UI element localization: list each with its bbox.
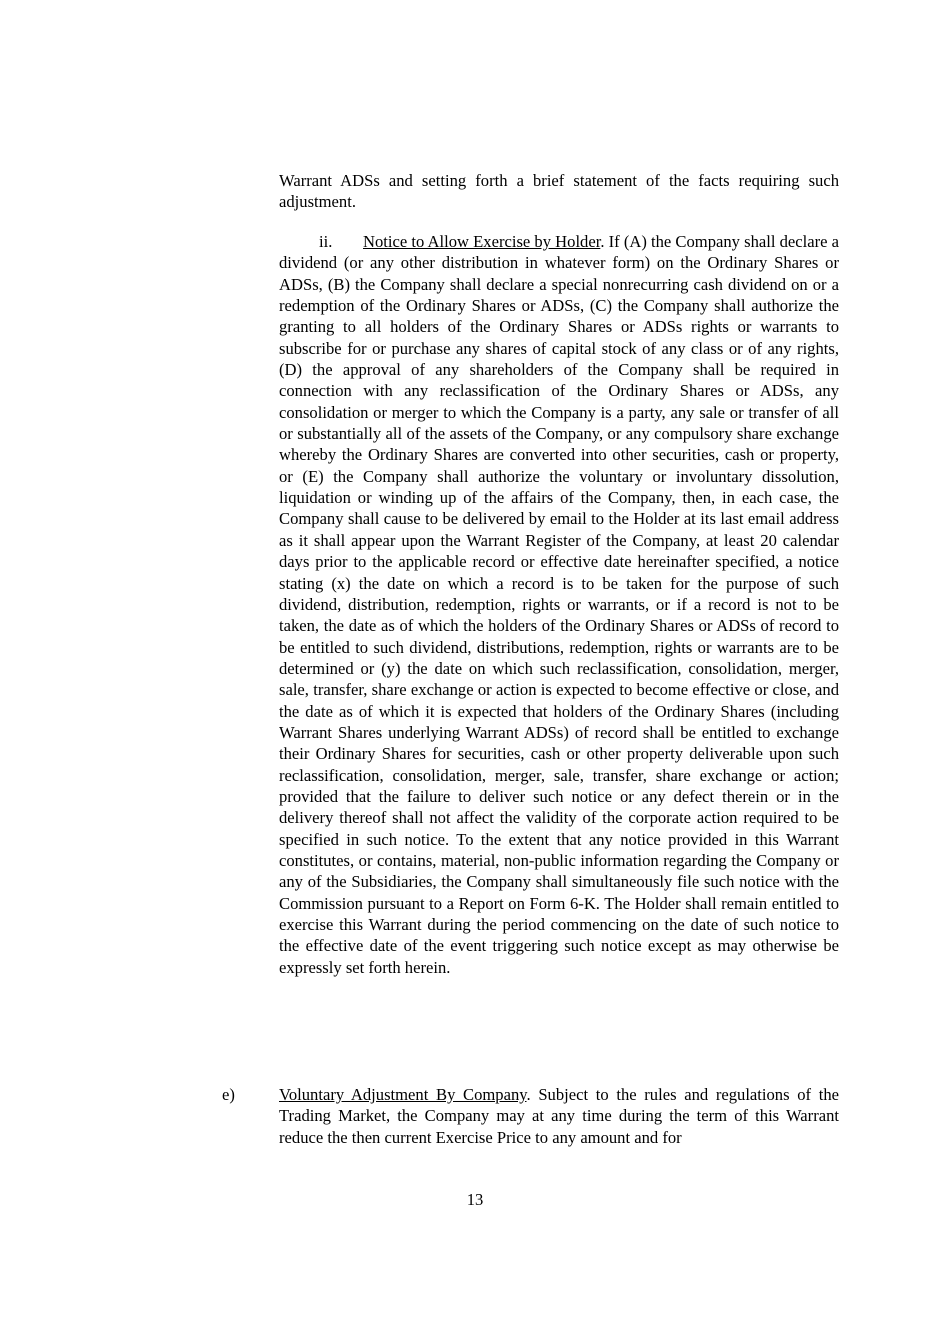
section-ii-paragraph bbox=[279, 231, 839, 978]
section-e-label: e) bbox=[222, 1085, 235, 1104]
section-ii-body: . If (A) the Company shall declare a dividend (or any other distribution in whatever form) on the Ordinary Shares or ADSs, (B) the Company shall declare a special nonrecurring cash dividend on or a redemption of the Ordinary Shares or ADSs, (C) the Company shall authorize the granting to all holders of the Ordinary Shares or ADSs rights or warrants to subscribe for or purchase any shares of capital stock of any class or of any rights, (D) the approval of any shareholders of the Company shall be required in connection with any reclassification of the Ordinary Shares or ADSs, any consolidation or merger to which the Company is a party, any sale or transfer of all or substantially all of the assets of the Company, or any compulsory share exchange whereby the Ordinary Shares are converted into other securities, cash or property, or (E) the Company shall authorize the voluntary or involuntary dissolution, liquidation or winding up of the affairs of the Company, then, in each case, the Company shall cause to be delivered by email to the Holder at its last email address as it shall appear upon the Warrant Register of the Company, at least 20 calendar days prior to the applicable record or effective date hereinafter specified, a notice stating (x) the date on which a record is to be taken for the purpose of such dividend, distribution, redemption, rights or warrants, or if a record is not to be taken, the date as of which the holders of the Ordinary Shares or ADSs of record to be entitled to such dividend, distributions, redemption, rights or warrants are to be determined or (y) the date on which such reclassification, consolidation, merger, sale, transfer, share exchange or action is expected to become effective or close, and the date as of which it is expected that holders of the Ordinary Shares (including Warrant Shares underlying Warrant ADSs) of record shall be entitled to exchange their Ordinary Shares for securities, cash or other property deliverable upon such reclassification, consolidation, merger, sale, transfer, share exchange or action; provided that the failure to deliver such notice or any defect therein or in the delivery thereof shall not affect the validity of the corporate action required to be specified in such notice. To the extent that any notice provided in this Warrant constitutes, or contains, material, non-public information regarding the Company or any of the Subsidiaries, the Company shall simultaneously file such notice with the Commission pursuant to a Report on Form 6-K. The Holder shall remain entitled to exercise this Warrant during the period commencing on the date of such notice to the effective date of the event triggering such notice except as may otherwise be expressly set forth herein. bbox=[279, 232, 840, 977]
section-e-heading: Voluntary Adjustment By Company bbox=[279, 1085, 527, 1104]
section-e-body: . Subject to the rules and regulations of the Trading Market, the Company may at any time during the term of this Warrant reduce the then current Exercise Price to any amount and for bbox=[279, 1085, 840, 1147]
carryover-paragraph: Warrant ADSs and setting forth a brief statement of the facts requiring such adjustment. bbox=[279, 171, 839, 212]
page-number: 13 bbox=[466, 1190, 484, 1209]
section-ii-label: ii. bbox=[319, 232, 333, 251]
section-e-paragraph bbox=[279, 1084, 839, 1148]
section-ii-heading: Notice to Allow Exercise by Holder bbox=[363, 232, 601, 251]
